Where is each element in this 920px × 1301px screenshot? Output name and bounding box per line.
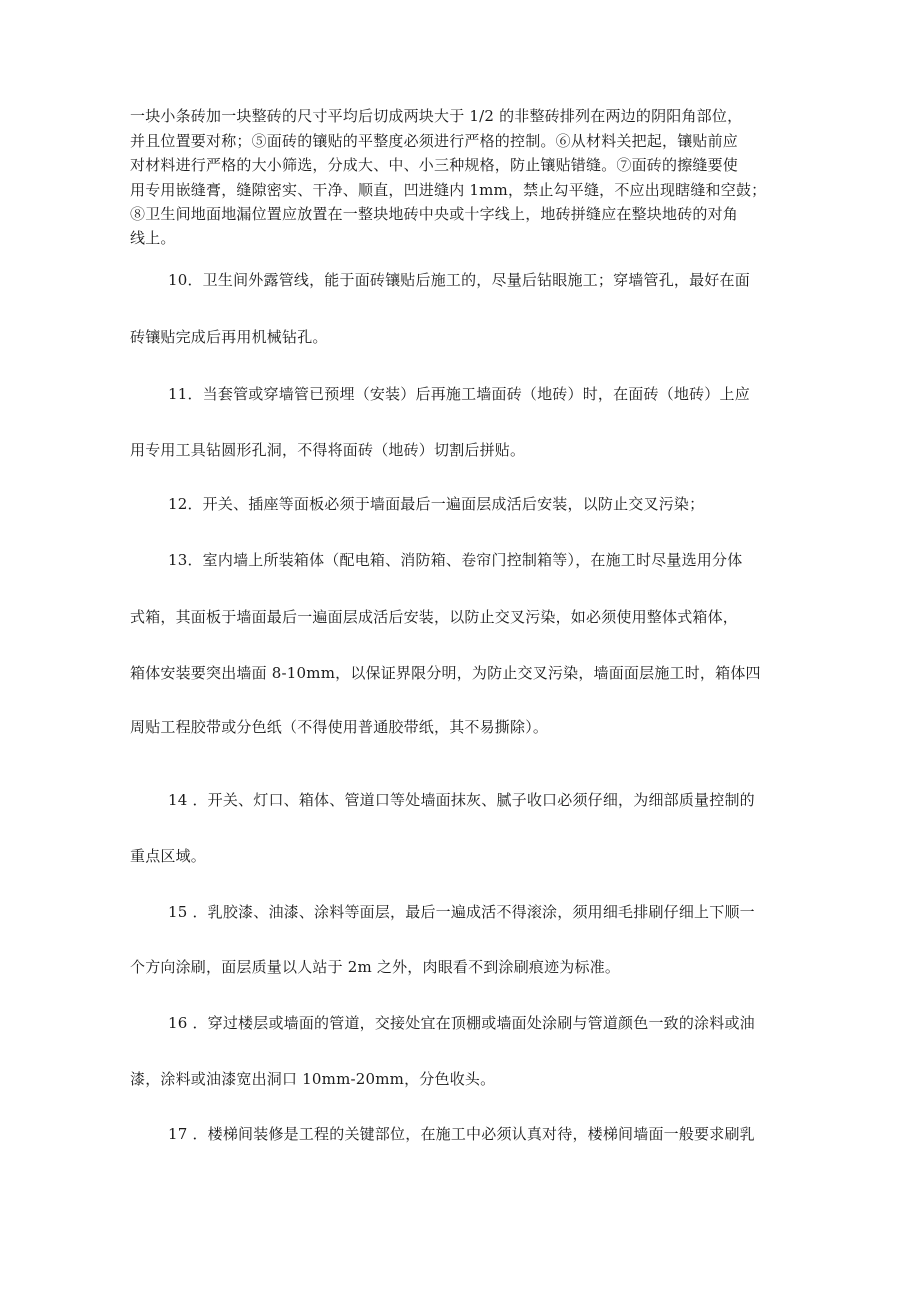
item-11-line: 11．当套管或穿墙管已预埋（安装）后再施工墙面砖（地砖）时，在面砖（地砖）上应 <box>168 385 750 403</box>
intro-line: 对材料进行严格的大小筛选，分成大、中、小三种规格，防止镶贴错缝。⑦面砖的擦缝要使 <box>130 156 739 174</box>
intro-line: ⑧卫生间地面地漏位置应放置在一整块地砖中央或十字线上，地砖拼缝应在整块地砖的对角 <box>130 205 739 223</box>
item-13-line: 箱体安装要突出墙面 8-10mm，以保证界限分明，为防止交叉污染，墙面面层施工时，箱体四 <box>130 664 761 682</box>
item-14-line: 重点区域。 <box>130 847 207 865</box>
item-13-line: 周贴工程胶带或分色纸（不得使用普通胶带纸，其不易撕除）。 <box>130 718 549 736</box>
item-16-line: 漆，涂料或油漆宽出洞口 10mm-20mm，分色收头。 <box>130 1070 496 1088</box>
item-17-line: 17 ．楼梯间装修是工程的关键部位，在施工中必须认真对待，楼梯间墙面一般要求刷乳 <box>168 1125 755 1143</box>
item-13-line: 式箱，其面板于墙面最后一遍面层成活后安装，以防止交叉污染，如必须使用整体式箱体， <box>130 608 739 626</box>
item-13-line: 13．室内墙上所装箱体（配电箱、消防箱、卷帘门控制箱等），在施工时尽量选用分体 <box>168 551 743 569</box>
item-16-line: 16 ．穿过楼层或墙面的管道，交接处宜在顶棚或墙面处涂刷与管道颜色一致的涂料或油 <box>168 1014 755 1032</box>
item-15-line: 15 ．乳胶漆、油漆、涂料等面层，最后一遍成活不得滚涂，须用细毛排刷仔细上下顺一 <box>168 903 755 921</box>
intro-line: 用专用嵌缝膏，缝隙密实、干净、顺直，凹进缝内 1mm，禁止勾平缝，不应出现瞎缝和空鼓； <box>130 181 767 199</box>
item-10-line: 砖镶贴完成后再用机械钻孔。 <box>130 328 328 346</box>
item-11-line: 用专用工具钻圆形孔洞，不得将面砖（地砖）切割后拼贴。 <box>130 441 526 459</box>
intro-line: 并且位置要对称；⑤面砖的镶贴的平整度必须进行严格的控制。⑥从材料关把起，镶贴前应 <box>130 132 739 150</box>
item-12-line: 12．开关、插座等面板必须于墙面最后一遍面层成活后安装，以防止交叉污染； <box>168 495 705 513</box>
intro-line: 一块小条砖加一块整砖的尺寸平均后切成两块大于 1/2 的非整砖排列在两边的阴阳角部位， <box>130 107 743 125</box>
item-10-line: 10．卫生间外露管线，能于面砖镶贴后施工的，尽量后钻眼施工；穿墙管孔，最好在面 <box>168 271 750 289</box>
item-14-line: 14 ．开关、灯口、箱体、管道口等处墙面抹灰、腻子收口必须仔细，为细部质量控制的 <box>168 791 755 809</box>
intro-line: 线上。 <box>130 229 176 247</box>
item-15-line: 个方向涂刷，面层质量以人站于 2m 之外，肉眼看不到涂刷痕迹为标准。 <box>130 958 621 976</box>
